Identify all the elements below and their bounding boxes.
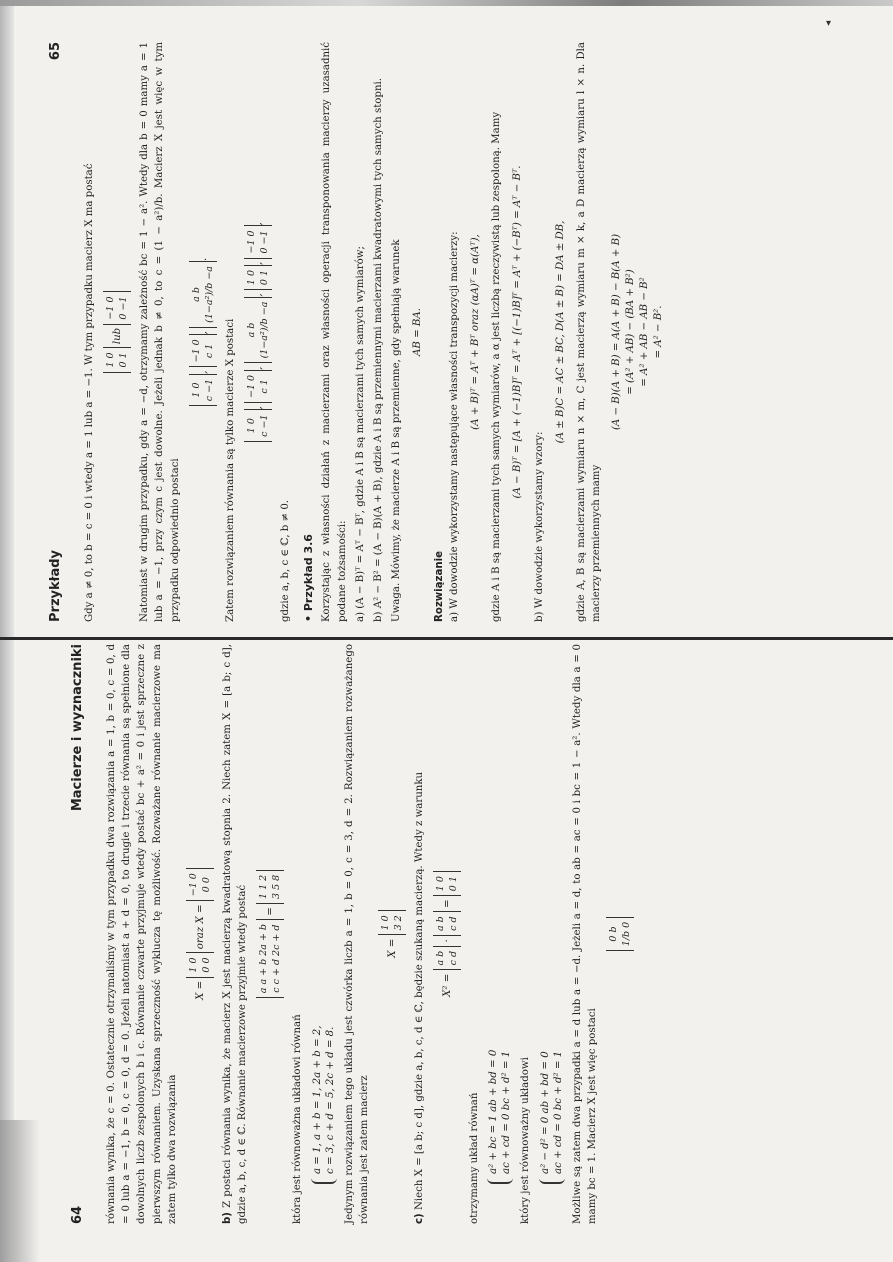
eq-a-minus-b: (A − B)ᵀ = [A + (−1)B]ᵀ = Aᵀ + [(−1)B]ᵀ = Aᵀ + (−Bᵀ) = Aᵀ − Bᵀ. [512, 165, 524, 499]
example-heading: • Przykład 3.6 [302, 534, 316, 622]
solution-a: a) W dowodzie wykorzystamy następujące własności transpozycji macierzy: [448, 231, 460, 622]
scan-edge-top [0, 0, 893, 6]
right-eq-1: 1 0 0 1 lub −1 0 0 −1 [103, 42, 131, 622]
left-eq-4: X² = a b c d · a b c d = 1 0 0 1 [433, 644, 461, 1224]
left-eq-2: a a + b 2a + b c c + d 2c + d = 1 1 2 3 5 8 [256, 644, 284, 1224]
matrix: −1 0 0 −1 [103, 291, 131, 324]
left-part-c: c) Niech X = [a b; c d], gdzie a, b, c, d ∈ ℂ, będzie szukaną macierzą. Wtedy z warunku [414, 771, 426, 1224]
solution-heading: Rozwiązanie [433, 550, 445, 622]
right-para-1: Gdy a ≠ 0, to b = c = 0 i wtedy a = 1 lub a = −1. W tym przypadku macierz X ma postać [84, 163, 95, 622]
left-unique-solution: Jedynym rozwiązaniem tego układu jest czwórka liczb a = 1, b = 0, c = 3, d = 2. Rozwiązaniem rozważanego równania jest zatem macierz [343, 644, 370, 1224]
left-running-title: Macierze i wyznaczniki [70, 644, 85, 812]
solution-b-2: gdzie A, B są macierzami wymiaru n × m, C jest macierzą wymiaru m × k, a D macierzą wymiaru l × n. Dla macierzy przemiennych mamy [576, 42, 603, 622]
right-where: gdzie a, b, c ∈ ℂ, b ≠ 0. [280, 499, 292, 622]
matrix: 1 0 0 0 [186, 952, 214, 977]
matrix: 1 0 0 1 [103, 347, 131, 372]
matrix: 0 b 1/b 0 [606, 917, 634, 951]
matrix: a b (1−a²)/b −a [189, 261, 217, 328]
right-para-2: Natomiast w drugim przypadku, gdy a = −d, otrzymamy zależność bc = 1 − a². Wtedy dla b = 0 mamy a = 1 lub a = −1, przy czym c jest dowolne. Jeżeli jednak b ≠ 0, to c = (1 − a²)/b. Macierz X jest więc w tym przypadku odpowiednio postaci [139, 42, 181, 622]
right-running-title: Przykłady [48, 549, 63, 622]
right-eq-2: 1 0 c −1, −1 0 c 1, a b (1−a²)/b −a. [189, 42, 217, 622]
uwaga-note: Uwaga. Mówimy, że macierze A i B są przemienne, gdy spełniają warunek [391, 239, 403, 622]
matrix: 1 0 0 1 [433, 871, 461, 896]
solution-a-2: gdzie A i B są macierzami tych samych wymiarów, a α jest liczbą rzeczywistą lub zespoloną. Mamy [491, 111, 503, 622]
eq-mid: oraz X = [195, 904, 207, 950]
matrix: a b (1−a²)/b −a [244, 297, 272, 364]
scan-edge-left [0, 0, 14, 1262]
matrix: a a + b 2a + b c c + d 2c + d [256, 919, 284, 998]
left-system-3: a² − d² = 0 ab + bd = 0 ac + cd = 0 bc + d² = 1 [539, 644, 565, 1184]
scan-shadow [0, 1120, 40, 1262]
left-system-1: a = 1, a + b = 1, 2a + b = 2, c = 3, c + d = 5, 2c + d = 8. [311, 644, 337, 1184]
eq-distributive: (A ± B)C = AC ± BC, D(A ± B) = DA ± DB, [554, 220, 566, 444]
example-item-a: a) (A − B)ᵀ = Aᵀ − Bᵀ, gdzie A i B są macierzami tych samych wymiarów; [354, 246, 366, 622]
matrix: a b c d [433, 911, 461, 936]
left-para-1: równania wynika, że c = 0. Ostatecznie otrzymaliśmy w tym przypadku dwa rozwiązania a = 1, b = 0, c = 0, d = 0 lub a = −1, b = 0, c = 0, d = 0. Jeżeli natomiast a + d = 0, to drugie i trzecie równania są spełnione dla dowolnych liczb zespolonych b i c. Równanie czwarte przyjmuje wtedy postać bc + a² = 0 i jest sprzeczne z pierwszym równaniem. Uzyskana sprzeczność wyklucza tę możliwość. Rozważane równanie macierzowe ma zatem tylko dwa rozwiązania [106, 644, 178, 1224]
eq-transpose-props: (A + B)ᵀ = Aᵀ + Bᵀ oraz (αA)ᵀ = α(Aᵀ), [470, 234, 482, 430]
left-obtained-system: otrzymamy układ równań [469, 1092, 481, 1224]
right-page [48, 42, 672, 622]
left-eq-1 [186, 644, 214, 1224]
left-page [70, 644, 640, 1224]
left-equiv-system: który jest równoważny układowi [520, 1057, 532, 1224]
matrix: −1 0 c 1 [244, 370, 272, 403]
eq-chain: (A − B)(A + B) = A(A + B) − B(A + B) = (A² + AB) − (BA + B²) = A² + AB − AB − B² = A² − B². [611, 233, 665, 431]
left-system-2: a² + bc = 1 ab + bd = 0 ac + cd = 0 bc + d² = 1 [487, 644, 513, 1184]
book-spine [0, 637, 893, 640]
left-part-b: b) Z postaci równania wynika, że macierz X jest macierzą kwadratową stopnia 2. Niech zatem X = [a b; c d], gdzie a, b, c, d ∈ ℂ. Równanie macierzowe przyjmie wtedy postać [222, 644, 249, 1224]
matrix: 1 0 3 2 [378, 910, 406, 935]
matrix: 1 0 c −1 [244, 409, 272, 441]
eq-lhs: X = [195, 980, 207, 1000]
scan-mark: ▾ [826, 18, 832, 29]
left-para-end: Możliwe są zatem dwa przypadki a = d lub a = −d. Jeżeli a = d, to ab = ac = 0 i bc = 1 − a². Wtedy dla a = 0 mamy bc = 1. Macierz X jest więc postaci [571, 644, 598, 1224]
left-eq-3: X = 1 0 3 2 [378, 644, 406, 1224]
right-eq-3: 1 0 c −1, −1 0 c 1, a b (1−a²)/b −a, 1 0 0 1, −1 0 0 −1, [244, 42, 272, 622]
example-intro: Korzystając z własności działań z macierzami oraz własności operacji transponowania macierzy uzasadnić podane tożsamości: [321, 42, 348, 622]
example-item-b: b) A² − B² = (A − B)(A + B), gdzie A i B są przemiennymi macierzami kwadratowymi tych samych stopni. [373, 77, 385, 622]
matrix: a b c d [433, 946, 461, 971]
left-equiv-text: która jest równoważna układowi równań [292, 1014, 304, 1224]
right-page-number: 65 [48, 42, 63, 61]
matrix: −1 0 0 −1 [244, 225, 272, 258]
left-header [70, 644, 92, 1224]
eq-ab-ba: AB = BA. [412, 308, 424, 356]
matrix: 1 0 0 1 [244, 265, 272, 290]
right-para-3: Zatem rozwiązaniem równania są tylko macierze X postaci [224, 318, 236, 622]
right-header [48, 42, 70, 622]
matrix: 1 1 2 3 5 8 [256, 870, 284, 904]
solution-b: b) W dowodzie wykorzystamy wzory: [533, 431, 545, 622]
matrix: −1 0 0 0 [186, 868, 214, 901]
left-page-number: 64 [70, 1205, 85, 1224]
matrix: −1 0 c 1 [189, 334, 217, 367]
matrix: 1 0 c −1 [189, 374, 217, 406]
left-eq-5 [606, 644, 634, 1224]
